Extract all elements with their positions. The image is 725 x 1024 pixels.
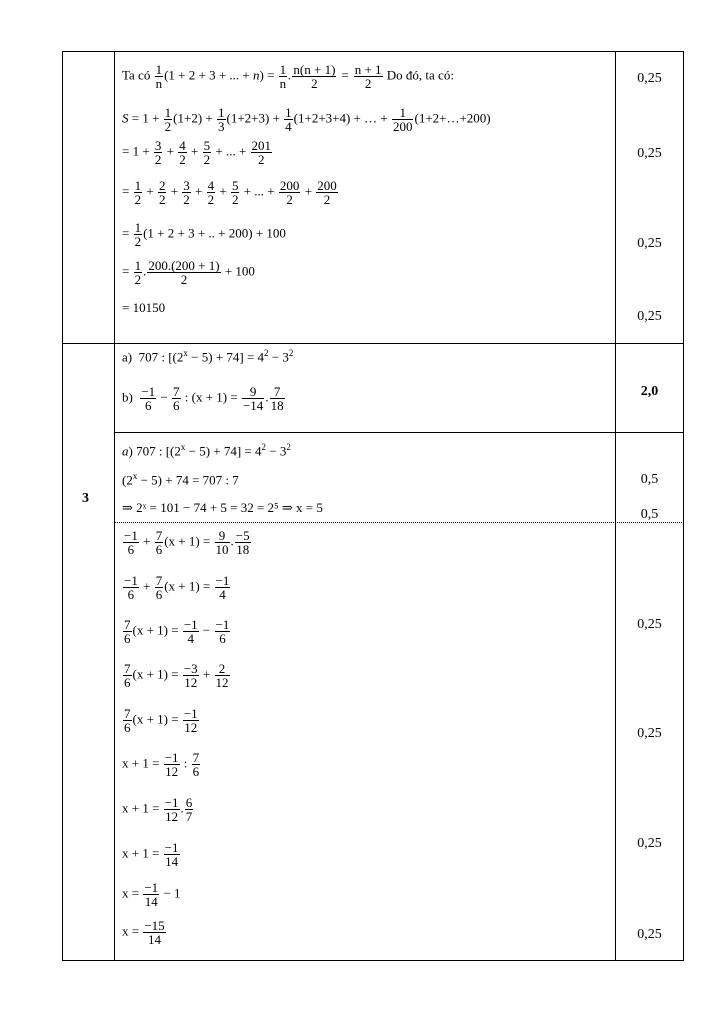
math-line: $(2^x - 5) + 74 = 707$ : 7 [122, 471, 239, 488]
math-line: $\frac{-1}{6}$ + $\frac{7}{6}$ (x + 1) = $\frac{9}{10}$ . $\frac{-5}{18}$ [124, 528, 250, 557]
score: 0,25 [637, 146, 662, 161]
math-line: x + 1 = $\frac{-1}{14}$ [122, 840, 179, 869]
math-line: b) $\frac{-1}{6}$ − $\frac{7}{6}$ : (x + 1) = $\frac{9}{-14}$ . $\frac{7}{18}$ [122, 384, 284, 413]
row-divider [114, 432, 684, 433]
math-line: S = 1 + $\frac{1}{2}$ (1+2) + $\frac{1}{3}$ (1+2+3) + $\frac{1}{4}$ (1+2+3+4) + … + $\frac{1}{200}$ (1+2+…+200) [122, 105, 491, 134]
math-line: = 10150 [122, 300, 166, 315]
math-line: a) 707 : $[(2^x - 5) + 74] = 4^2 - 3^2$ [122, 348, 294, 365]
table-column-divider-2 [615, 51, 616, 961]
math-line: = $\frac{1}{2}$ . $\frac{200.(200 + 1)}{2}$ + 100 [122, 258, 255, 287]
score: 0,25 [637, 927, 662, 942]
score: 0,5 [640, 472, 659, 487]
math-line: $\frac{7}{6}$ (x + 1) = $\frac{-1}{12}$ [124, 706, 198, 735]
row-divider [62, 343, 684, 344]
score: 0,25 [637, 836, 662, 851]
row-divider-dotted [114, 522, 684, 523]
score: 2,0 [640, 384, 659, 399]
math-line: = 1 + $\frac{3}{2}$ + $\frac{4}{2}$ + $\frac{5}{2}$ + ... + $\frac{201}{2}$ [122, 138, 272, 167]
score: 0,25 [637, 236, 662, 251]
score: 0,5 [640, 507, 659, 522]
math-line: Ta có $\frac{1}{n}$ (1 + 2 + 3 + ... + n) = $\frac{1}{n}$ . $\frac{n(n + 1)}{2}$ = $\frac{n + 1}{2}$ Do đó, ta có: [122, 62, 454, 91]
table-border-right [683, 51, 684, 961]
math-line: x = $\frac{-15}{14}$ [122, 918, 165, 947]
math-line: x + 1 = $\frac{-1}{12}$ . $\frac{6}{7}$ [122, 795, 193, 824]
math-line: x = $\frac{-1}{14}$ − 1 [122, 880, 181, 909]
math-line: $\frac{-1}{6}$ + $\frac{7}{6}$ (x + 1) = $\frac{-1}{4}$ [124, 573, 230, 602]
math-line: a) 707 : $[(2^x - 5) + 74] = 4^2 - 3^2$ [122, 442, 291, 459]
table-border-left [62, 51, 63, 961]
score: 0,25 [637, 71, 662, 86]
math-line: $\frac{7}{6}$ (x + 1) = $\frac{-3}{12}$ + $\frac{2}{12}$ [124, 661, 229, 690]
math-line: = $\frac{1}{2}$ (1 + 2 + 3 + .. + 200) + 100 [122, 220, 286, 249]
math-line: = $\frac{1}{2}$ + $\frac{2}{2}$ + $\frac{3}{2}$ + $\frac{4}{2}$ + $\frac{5}{2}$ + ... + $\frac{200}{2}$ + $\frac{200}{2}$ [122, 178, 337, 207]
score: 0,25 [637, 309, 662, 324]
math-line: $\frac{7}{6}$ (x + 1) = $\frac{-1}{4}$ − $\frac{-1}{6}$ [124, 617, 230, 646]
answer-table [62, 51, 684, 961]
question-number: 3 [82, 491, 89, 506]
table-border-top [62, 51, 684, 52]
table-column-divider-1 [114, 51, 115, 961]
score: 0,25 [637, 617, 662, 632]
math-line: ⇒ 2ˣ = 101 − 74 + 5 = 32 = 2⁵ ⇒ x = 5 [122, 500, 323, 515]
table-border-bottom [62, 960, 684, 961]
score: 0,25 [637, 726, 662, 741]
math-line: x + 1 = $\frac{-1}{12}$ : $\frac{7}{6}$ [122, 750, 200, 779]
